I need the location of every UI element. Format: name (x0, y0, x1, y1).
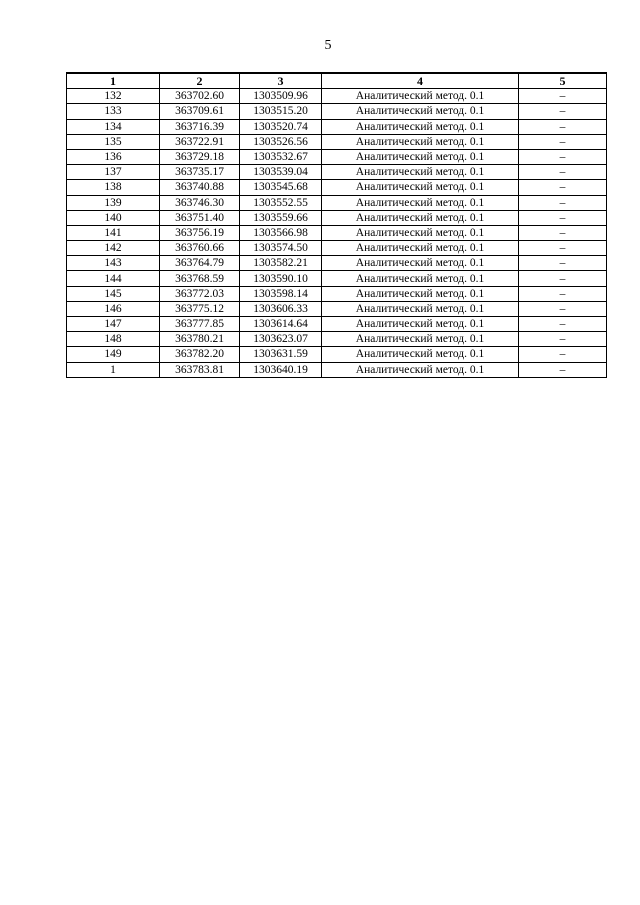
x-coordinate-cell: 363716.39 (160, 119, 240, 134)
y-coordinate-cell: 1303545.68 (240, 180, 322, 195)
point-number-cell: 149 (67, 347, 160, 362)
note-cell: – (519, 119, 607, 134)
point-number-cell: 139 (67, 195, 160, 210)
table-row (67, 256, 607, 271)
method-cell: Аналитический метод. 0.1 (322, 149, 519, 164)
y-coordinate-cell: 1303606.33 (240, 301, 322, 316)
y-coordinate-cell: 1303552.55 (240, 195, 322, 210)
y-coordinate-cell: 1303515.20 (240, 104, 322, 119)
table-row (67, 104, 607, 119)
y-coordinate-cell: 1303566.98 (240, 225, 322, 240)
x-coordinate-cell: 363783.81 (160, 362, 240, 377)
point-number-cell: 133 (67, 104, 160, 119)
note-cell: – (519, 165, 607, 180)
table-row (67, 225, 607, 240)
point-number-cell: 134 (67, 119, 160, 134)
table-header (67, 73, 607, 89)
method-cell: Аналитический метод. 0.1 (322, 210, 519, 225)
method-cell: Аналитический метод. 0.1 (322, 301, 519, 316)
header-col-3: 3 (240, 73, 322, 89)
table-row (67, 165, 607, 180)
x-coordinate-cell: 363782.20 (160, 347, 240, 362)
table-row (67, 119, 607, 134)
x-coordinate-cell: 363735.17 (160, 165, 240, 180)
note-cell: – (519, 332, 607, 347)
method-cell: Аналитический метод. 0.1 (322, 89, 519, 104)
point-number-cell: 132 (67, 89, 160, 104)
table-row (67, 301, 607, 316)
y-coordinate-cell: 1303520.74 (240, 119, 322, 134)
x-coordinate-cell: 363702.60 (160, 89, 240, 104)
method-cell: Аналитический метод. 0.1 (322, 119, 519, 134)
point-number-cell: 141 (67, 225, 160, 240)
header-row (67, 73, 607, 89)
table-row (67, 347, 607, 362)
point-number-cell: 1 (67, 362, 160, 377)
table-row (67, 286, 607, 301)
x-coordinate-cell: 363709.61 (160, 104, 240, 119)
x-coordinate-cell: 363777.85 (160, 317, 240, 332)
table-row (67, 195, 607, 210)
point-number-cell: 143 (67, 256, 160, 271)
table-body (67, 89, 607, 378)
note-cell: – (519, 301, 607, 316)
header-col-5: 5 (519, 73, 607, 89)
table-row (67, 89, 607, 104)
y-coordinate-cell: 1303532.67 (240, 149, 322, 164)
method-cell: Аналитический метод. 0.1 (322, 104, 519, 119)
x-coordinate-cell: 363760.66 (160, 241, 240, 256)
point-number-cell: 136 (67, 149, 160, 164)
note-cell: – (519, 362, 607, 377)
y-coordinate-cell: 1303574.50 (240, 241, 322, 256)
point-number-cell: 135 (67, 134, 160, 149)
table-row (67, 332, 607, 347)
point-number-cell: 144 (67, 271, 160, 286)
y-coordinate-cell: 1303539.04 (240, 165, 322, 180)
note-cell: – (519, 317, 607, 332)
note-cell: – (519, 89, 607, 104)
note-cell: – (519, 134, 607, 149)
table-row (67, 180, 607, 195)
method-cell: Аналитический метод. 0.1 (322, 256, 519, 271)
x-coordinate-cell: 363729.18 (160, 149, 240, 164)
note-cell: – (519, 256, 607, 271)
method-cell: Аналитический метод. 0.1 (322, 241, 519, 256)
x-coordinate-cell: 363772.03 (160, 286, 240, 301)
y-coordinate-cell: 1303598.14 (240, 286, 322, 301)
method-cell: Аналитический метод. 0.1 (322, 225, 519, 240)
method-cell: Аналитический метод. 0.1 (322, 286, 519, 301)
method-cell: Аналитический метод. 0.1 (322, 332, 519, 347)
header-col-4: 4 (322, 73, 519, 89)
method-cell: Аналитический метод. 0.1 (322, 271, 519, 286)
note-cell: – (519, 210, 607, 225)
note-cell: – (519, 241, 607, 256)
y-coordinate-cell: 1303509.96 (240, 89, 322, 104)
point-number-cell: 137 (67, 165, 160, 180)
header-col-2: 2 (160, 73, 240, 89)
note-cell: – (519, 286, 607, 301)
table-row (67, 317, 607, 332)
y-coordinate-cell: 1303526.56 (240, 134, 322, 149)
method-cell: Аналитический метод. 0.1 (322, 362, 519, 377)
table-row (67, 362, 607, 377)
y-coordinate-cell: 1303640.19 (240, 362, 322, 377)
method-cell: Аналитический метод. 0.1 (322, 195, 519, 210)
x-coordinate-cell: 363751.40 (160, 210, 240, 225)
point-number-cell: 147 (67, 317, 160, 332)
method-cell: Аналитический метод. 0.1 (322, 317, 519, 332)
point-number-cell: 148 (67, 332, 160, 347)
x-coordinate-cell: 363746.30 (160, 195, 240, 210)
point-number-cell: 145 (67, 286, 160, 301)
method-cell: Аналитический метод. 0.1 (322, 165, 519, 180)
note-cell: – (519, 225, 607, 240)
x-coordinate-cell: 363775.12 (160, 301, 240, 316)
note-cell: – (519, 104, 607, 119)
point-number-cell: 142 (67, 241, 160, 256)
x-coordinate-cell: 363756.19 (160, 225, 240, 240)
y-coordinate-cell: 1303623.07 (240, 332, 322, 347)
x-coordinate-cell: 363764.79 (160, 256, 240, 271)
y-coordinate-cell: 1303582.21 (240, 256, 322, 271)
x-coordinate-cell: 363722.91 (160, 134, 240, 149)
header-col-1: 1 (67, 73, 160, 89)
note-cell: – (519, 271, 607, 286)
x-coordinate-cell: 363740.88 (160, 180, 240, 195)
x-coordinate-cell: 363780.21 (160, 332, 240, 347)
note-cell: – (519, 180, 607, 195)
table-row (67, 271, 607, 286)
point-number-cell: 146 (67, 301, 160, 316)
coordinates-table (66, 72, 607, 378)
x-coordinate-cell: 363768.59 (160, 271, 240, 286)
table-row (67, 134, 607, 149)
method-cell: Аналитический метод. 0.1 (322, 134, 519, 149)
table-row (67, 149, 607, 164)
note-cell: – (519, 195, 607, 210)
table-row (67, 210, 607, 225)
method-cell: Аналитический метод. 0.1 (322, 347, 519, 362)
y-coordinate-cell: 1303631.59 (240, 347, 322, 362)
point-number-cell: 140 (67, 210, 160, 225)
y-coordinate-cell: 1303590.10 (240, 271, 322, 286)
note-cell: – (519, 149, 607, 164)
point-number-cell: 138 (67, 180, 160, 195)
table-row (67, 241, 607, 256)
note-cell: – (519, 347, 607, 362)
y-coordinate-cell: 1303614.64 (240, 317, 322, 332)
page-number: 5 (324, 38, 332, 53)
y-coordinate-cell: 1303559.66 (240, 210, 322, 225)
method-cell: Аналитический метод. 0.1 (322, 180, 519, 195)
